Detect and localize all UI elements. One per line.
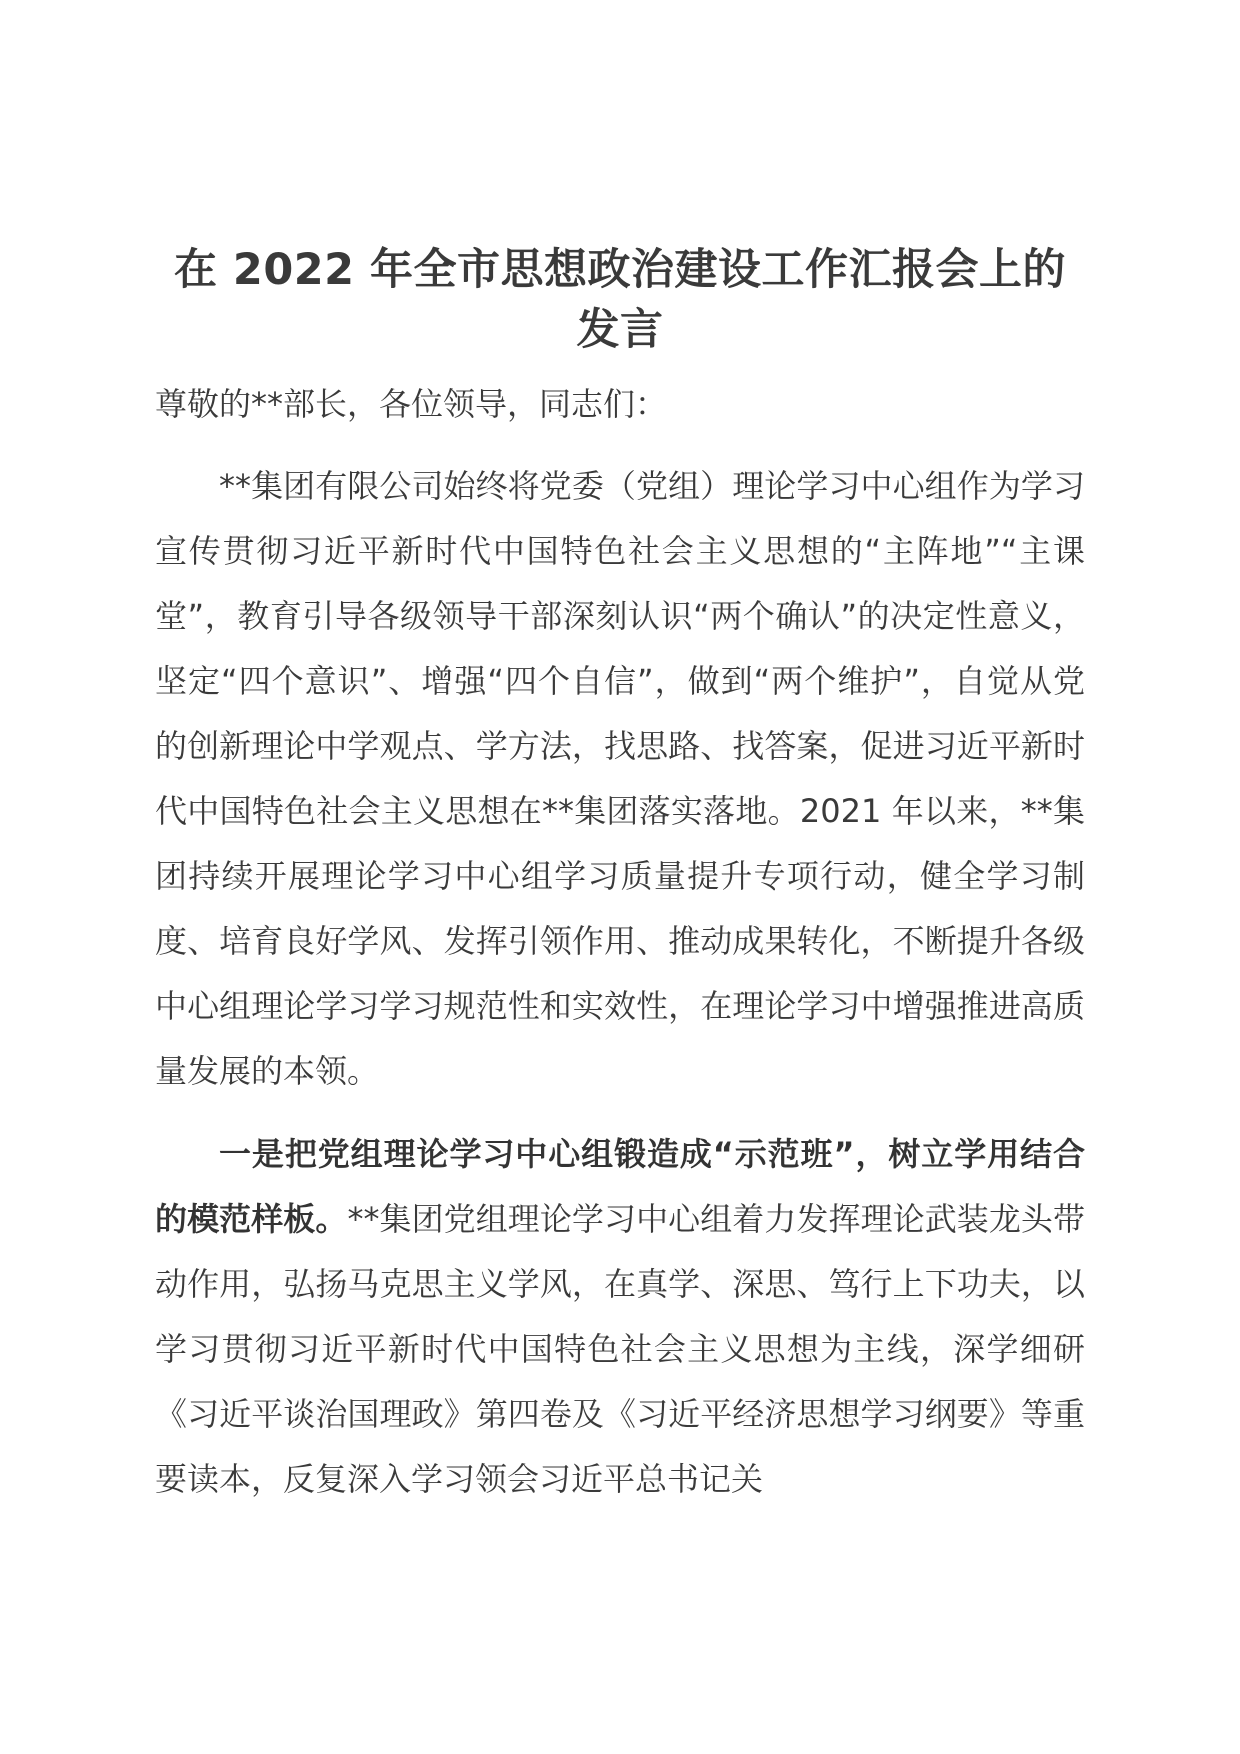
salutation: 尊敬的**部长，各位领导，同志们： bbox=[155, 385, 668, 423]
document-page bbox=[155, 240, 1085, 1512]
paragraph-intro: **集团有限公司始终将党委（党组）理论学习中心组作为学习宣传贯彻习近平新时代中国特色社会主义思想的“主阵地”“主课堂”，教育引导各级领导干部深刻认识“两个确认”的决定性意义，坚定“四个意识”、增强“四个自信”，做到“两个维护”，自觉从党的创新理论中学观点、学方法，找思路、找答案，促进习近平新时代中国特色社会主义思想在**集团落实落地。2021 年以来，**集团持续开展理论学习中心组学习质量提升专项行动，健全学习制度、培育良好学风、发挥引领作用、推动成果转化，不断提升各级中心组理论学习学习规范性和实效性，在理论学习中增强推进高质量发展的本领。 bbox=[155, 467, 1085, 1090]
paragraph-point-one-heading: 一是把党组理论学习中心组锻造成“示范班”，树立学用结合的模范样板。 bbox=[155, 1135, 1085, 1238]
paragraph-point-one-body: **集团党组理论学习中心组着力发挥理论武装龙头带动作用，弘扬马克思主义学风，在真学、深思、笃行上下功夫，以学习贯彻习近平新时代中国特色社会主义思想为主线，深学细研《习近平谈治国理政》第四卷及《习近平经济思想学习纲要》等重要读本，反复深入学习领会习近平总书记关 bbox=[155, 1200, 1085, 1498]
paragraph-point-one bbox=[155, 1122, 1085, 1512]
document-title: 在 2022 年全市思想政治建设工作汇报会上的发言 bbox=[173, 245, 1067, 355]
